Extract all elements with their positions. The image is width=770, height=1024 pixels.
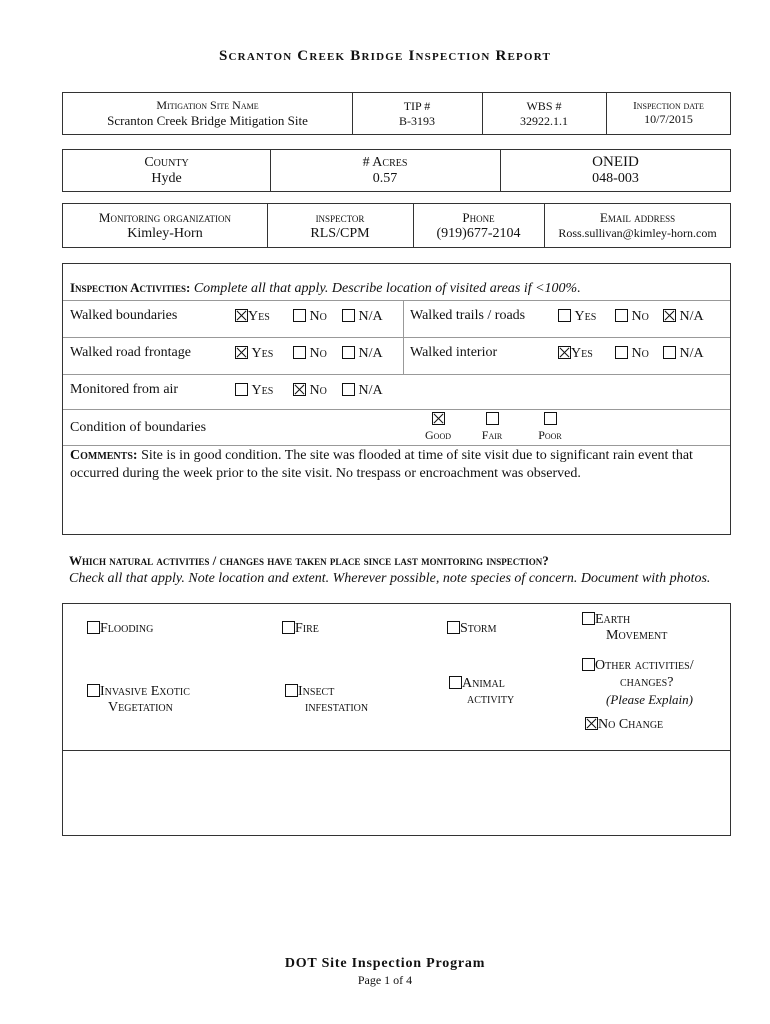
- checkbox-icon[interactable]: [544, 412, 557, 425]
- checkbox-icon[interactable]: [486, 412, 499, 425]
- oneid-label: ONEID: [592, 154, 639, 170]
- change-fire[interactable]: [282, 621, 319, 637]
- yes-label: Yes: [248, 309, 270, 324]
- change-flooding[interactable]: [87, 621, 153, 637]
- condition-of-boundaries-label: Condition of boundaries: [70, 420, 207, 435]
- condition-good[interactable]: [415, 412, 461, 443]
- checkbox-icon[interactable]: [582, 612, 595, 625]
- wbs-value: 32922.1.1: [520, 113, 568, 128]
- other-activities-label: Other activities/: [595, 658, 694, 673]
- checkbox-checked-icon[interactable]: [558, 346, 571, 359]
- walked-trails-na[interactable]: [663, 309, 704, 325]
- mitigation-site-cell: [63, 93, 352, 134]
- mitigation-site-name-value: Scranton Creek Bridge Mitigation Site: [107, 113, 308, 128]
- yes-label: Yes: [571, 346, 593, 361]
- insect-label: Insect: [298, 684, 335, 699]
- inspector-cell: [267, 204, 413, 247]
- vegetation-label: Vegetation: [108, 700, 173, 715]
- checkbox-icon[interactable]: [558, 309, 571, 322]
- change-other-activities[interactable]: [582, 657, 694, 709]
- phone-label: Phone: [462, 209, 495, 225]
- acres-value: 0.57: [372, 170, 398, 186]
- monitored-from-air-label: Monitored from air: [70, 382, 179, 397]
- condition-poor[interactable]: [527, 412, 573, 443]
- yes-label: Yes: [251, 346, 274, 361]
- change-storm[interactable]: [447, 621, 497, 637]
- change-no-change[interactable]: [585, 717, 663, 733]
- phone-cell: [413, 204, 544, 247]
- inspection-activities-section: [62, 263, 731, 535]
- checkbox-checked-icon[interactable]: [293, 383, 306, 396]
- walked-boundaries-no[interactable]: [293, 309, 327, 325]
- checkbox-icon[interactable]: [615, 309, 628, 322]
- comments-block: [70, 447, 722, 483]
- good-label: Good: [425, 428, 451, 442]
- walked-trails-label: Walked trails / roads: [410, 308, 526, 323]
- activities-heading: Inspection Activities:: [70, 280, 191, 295]
- no-change-label: No Change: [598, 717, 664, 732]
- monitored-from-air-yes[interactable]: [235, 383, 273, 399]
- checkbox-icon[interactable]: [663, 346, 676, 359]
- email-value: Ross.sullivan@kimley-horn.com: [558, 226, 717, 240]
- county-cell: [63, 150, 270, 191]
- oneid-value: 048-003: [592, 171, 639, 186]
- checkbox-icon[interactable]: [342, 309, 355, 322]
- fair-label: Fair: [481, 428, 503, 442]
- email-cell: [544, 204, 731, 247]
- no-label: No: [631, 346, 649, 361]
- mitigation-site-name-label: Mitigation Site Name: [156, 98, 259, 112]
- comments-label: Comments:: [70, 448, 138, 463]
- checkbox-icon[interactable]: [235, 383, 248, 396]
- checkbox-checked-icon[interactable]: [235, 309, 248, 322]
- changes-section: [62, 603, 731, 836]
- walked-road-frontage-no[interactable]: [293, 346, 327, 362]
- walked-trails-no[interactable]: [615, 309, 649, 325]
- changes-question-label: changes?: [620, 675, 674, 690]
- na-label: N/A: [358, 383, 383, 398]
- walked-boundaries-yes[interactable]: [235, 309, 270, 325]
- walked-trails-yes[interactable]: [558, 309, 596, 325]
- activity-label: activity: [467, 692, 515, 707]
- fire-label: Fire: [295, 621, 319, 636]
- walked-road-frontage-label: Walked road frontage: [70, 345, 191, 360]
- infestation-label: infestation: [305, 700, 369, 715]
- changes-heading: Which natural activities / changes have taken place since last monitoring inspection?: [69, 553, 549, 568]
- checkbox-icon[interactable]: [342, 383, 355, 396]
- checkbox-checked-icon[interactable]: [663, 309, 676, 322]
- invasive-label: Invasive Exotic: [100, 684, 190, 699]
- change-insect-infestation[interactable]: [285, 684, 368, 716]
- org-cell: [63, 204, 267, 247]
- change-invasive-vegetation[interactable]: [87, 684, 190, 716]
- monitored-from-air-na[interactable]: [342, 383, 383, 399]
- footer-page-number: Page 1 of 4: [357, 973, 413, 987]
- footer-program: DOT Site Inspection Program: [284, 956, 486, 971]
- walked-road-frontage-yes[interactable]: [235, 346, 273, 362]
- wbs-label: WBS #: [526, 98, 562, 113]
- na-label: N/A: [358, 346, 383, 361]
- inspection-date-label: Inspection date: [633, 100, 704, 112]
- acres-cell: [270, 150, 500, 191]
- change-animal-activity[interactable]: [449, 676, 514, 708]
- county-label: County: [144, 154, 189, 170]
- county-value: Hyde: [151, 170, 182, 186]
- inspector-label: inspector: [315, 209, 365, 225]
- walked-boundaries-na[interactable]: [342, 309, 383, 325]
- inspector-value: RLS/CPM: [310, 225, 370, 241]
- changes-header: [69, 552, 729, 588]
- activities-instruction: Complete all that apply. Describe location of visited areas if <100%.: [193, 281, 581, 296]
- earth-label: Earth: [595, 612, 631, 627]
- checkbox-icon[interactable]: [293, 346, 306, 359]
- checkbox-checked-icon[interactable]: [585, 717, 598, 730]
- checkbox-checked-icon[interactable]: [235, 346, 248, 359]
- no-label: No: [309, 383, 327, 398]
- site-info-table: [62, 92, 731, 135]
- checkbox-icon[interactable]: [449, 676, 462, 689]
- checkbox-icon[interactable]: [87, 621, 100, 634]
- tip-label: TIP #: [403, 98, 431, 113]
- inspection-date-value: 10/7/2015: [644, 112, 693, 126]
- comments-text: Site is in good condition. The site was flooded at time of site visit due to significant rain event that occurred during the week prior to the site visit. No trespass or encroachment was observed.: [70, 448, 693, 481]
- animal-label: Animal: [462, 676, 505, 691]
- checkbox-icon[interactable]: [87, 684, 100, 697]
- change-earth-movement[interactable]: [582, 612, 667, 644]
- inspection-date-cell: [606, 93, 731, 134]
- changes-instruction: Check all that apply. Note location and extent. Wherever possible, note species of concern. Document with photos.: [69, 571, 711, 586]
- checkbox-icon[interactable]: [615, 346, 628, 359]
- acres-label: # Acres: [362, 154, 408, 170]
- tip-value: B-3193: [399, 113, 435, 128]
- monitoring-table: [62, 203, 731, 248]
- na-label: N/A: [358, 309, 383, 324]
- org-value: Kimley-Horn: [127, 225, 203, 241]
- storm-label: Storm: [460, 621, 497, 636]
- flooding-label: Flooding: [100, 621, 154, 636]
- poor-label: Poor: [538, 428, 562, 442]
- na-label: N/A: [679, 346, 704, 361]
- checkbox-checked-icon[interactable]: [432, 412, 445, 425]
- walked-interior-yes[interactable]: [558, 346, 593, 362]
- checkbox-icon[interactable]: [285, 684, 298, 697]
- checkbox-icon[interactable]: [582, 658, 595, 671]
- report-title: Scranton Creek Bridge Inspection Report: [219, 48, 551, 64]
- yes-label: Yes: [251, 383, 274, 398]
- movement-label: Movement: [606, 628, 668, 643]
- walked-road-frontage-na[interactable]: [342, 346, 383, 362]
- county-table: [62, 149, 731, 192]
- tip-cell: [352, 93, 482, 134]
- checkbox-icon[interactable]: [293, 309, 306, 322]
- na-label: N/A: [679, 309, 704, 324]
- org-label: Monitoring organization: [98, 209, 232, 225]
- walked-boundaries-label: Walked boundaries: [70, 308, 178, 323]
- email-label: Email address: [599, 210, 676, 225]
- condition-fair[interactable]: [469, 412, 515, 443]
- no-label: No: [309, 346, 327, 361]
- checkbox-icon[interactable]: [342, 346, 355, 359]
- please-explain-label: (Please Explain): [606, 692, 693, 707]
- walked-interior-na[interactable]: [663, 346, 704, 362]
- activities-header: [70, 280, 581, 297]
- monitored-from-air-no[interactable]: [293, 383, 327, 399]
- wbs-cell: [482, 93, 606, 134]
- walked-interior-label: Walked interior: [410, 345, 498, 360]
- no-label: No: [631, 309, 649, 324]
- oneid-cell: [500, 150, 731, 191]
- yes-label: Yes: [574, 309, 597, 324]
- checkbox-icon[interactable]: [447, 621, 460, 634]
- checkbox-icon[interactable]: [282, 621, 295, 634]
- walked-interior-no[interactable]: [615, 346, 649, 362]
- no-label: No: [309, 309, 327, 324]
- phone-value: (919)677-2104: [436, 225, 521, 241]
